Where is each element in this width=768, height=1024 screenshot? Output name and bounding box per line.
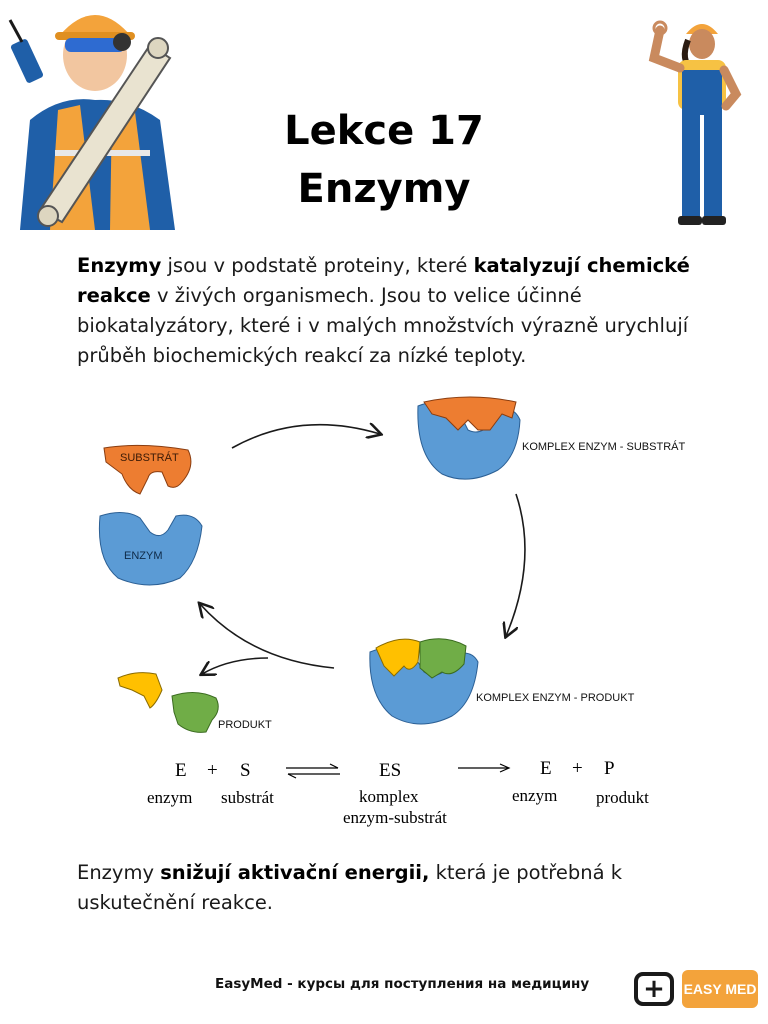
eq-enzyme-symbol-2: E [540, 758, 552, 779]
label-complex-ep: KOMPLEX ENZYM - PRODUKT [476, 692, 635, 704]
label-product: PRODUKT [218, 719, 272, 731]
eq-label-product: produkt [596, 788, 649, 807]
arrow-to-complex-ep [506, 494, 525, 636]
conclusion-text-2: která je potřebná k uskutečnění reakce. [77, 861, 623, 914]
intro-paragraph [77, 251, 737, 371]
conclusion-term: snižují aktivační energii, [160, 861, 430, 884]
easymed-logo-plus-icon: + [634, 972, 674, 1006]
product-b-shape [172, 692, 218, 732]
easymed-logo: EASY MED [682, 970, 758, 1008]
eq-product-symbol: P [604, 758, 615, 779]
forward-arrow-icon [456, 762, 512, 774]
intro-term-catalyze: katalyzují chemické reakce [77, 254, 690, 307]
intro-text-2: v živých organismech. Jsou to velice účinné biokatalyzátory, které i v malých množstvích výrazně urychlují průběh biochemických reakcí za nízké teploty. [77, 284, 689, 367]
eq-label-substrate: substrát [221, 788, 274, 807]
conclusion-text-1: Enzymy [77, 861, 161, 884]
arrow-to-complex-es [232, 425, 380, 448]
eq-label-enzyme-2: enzym [512, 786, 558, 805]
eq-enzyme-symbol: E [175, 760, 187, 781]
arrow-release-to-product [202, 658, 268, 674]
intro-term-enzymy: Enzymy [77, 254, 162, 277]
eq-complex-symbol: ES [379, 760, 402, 781]
page-title: Enzymy [297, 166, 471, 212]
eq-label-complex-1: komplex [359, 787, 419, 806]
footer-text: EasyMed - курсы для поступления на медицину [215, 976, 590, 992]
eq-label-complex-2: enzym-substrát [343, 808, 447, 827]
label-complex-es: KOMPLEX ENZYM - SUBSTRÁT [522, 441, 686, 453]
label-substrate: SUBSTRÁT [120, 452, 179, 464]
equilibrium-arrow-icon [284, 763, 342, 779]
eq-substrate-symbol: S [240, 760, 251, 781]
eq-plus-2: + [572, 758, 583, 779]
conclusion-paragraph [77, 858, 657, 918]
eq-label-enzyme: enzym [147, 788, 193, 807]
lesson-number: Lekce 17 [284, 108, 484, 154]
product-a-shape [118, 673, 162, 708]
eq-plus-1: + [207, 760, 218, 781]
enzyme-shape [99, 512, 202, 585]
label-enzyme: ENZYM [124, 550, 163, 562]
intro-text-1: jsou v podstatě proteiny, které [161, 254, 474, 277]
